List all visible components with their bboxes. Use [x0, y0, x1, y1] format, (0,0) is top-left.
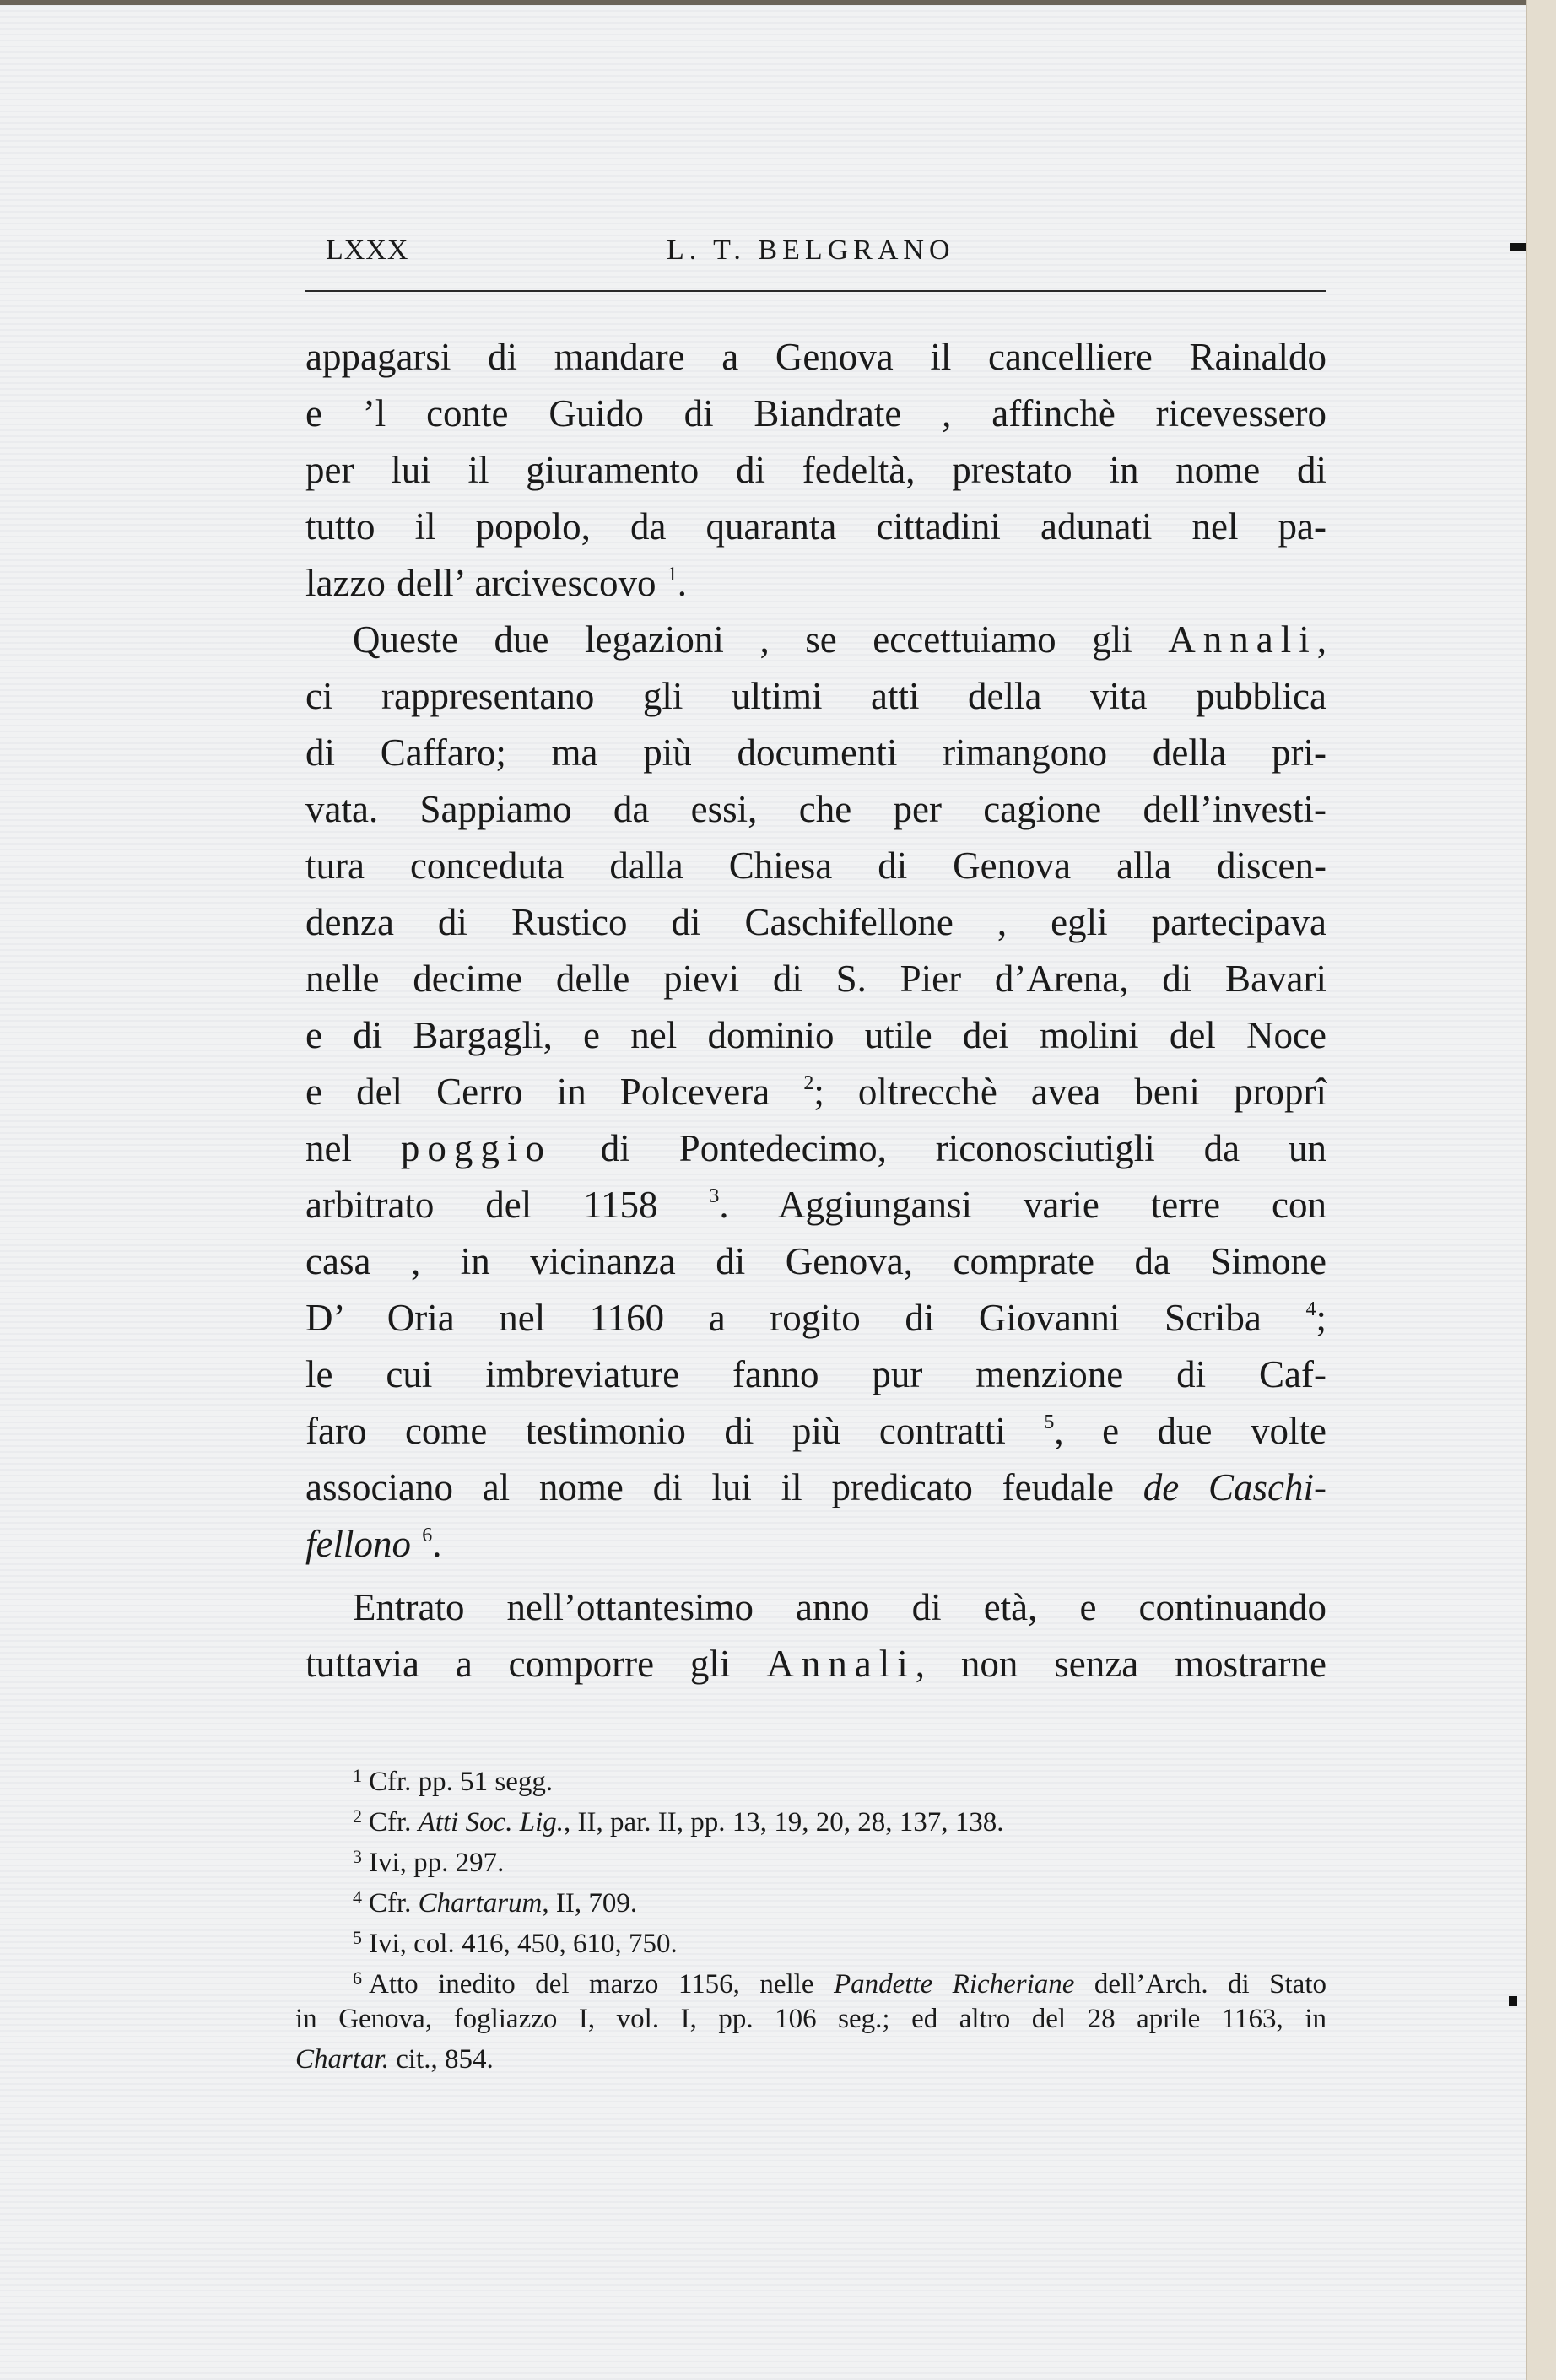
text-run: vata. Sappiamo da essi, che per cagione dell’investi- [305, 788, 1326, 830]
footnote-number: 4 [353, 1886, 362, 1908]
spaced-title: Annali [766, 1643, 916, 1685]
text-run: , II, 709. [542, 1888, 638, 1919]
text-line [305, 1007, 1326, 1064]
text-run: casa , in vicinanza di Genova, comprate da Simone [305, 1240, 1326, 1282]
text-line [305, 1290, 1326, 1347]
text-run: denza di Rustico di Caschifellone , egli partecipava [305, 901, 1326, 943]
text-run: faro come testimonio di più contratti [305, 1410, 1045, 1452]
text-run: in Genova, fogliazzo I, vol. I, pp. 106 seg.; ed altro del 28 aprile 1163, in [295, 2004, 1326, 2034]
footnote-number: 6 [353, 1967, 362, 1989]
text-run: Cfr. [369, 1807, 419, 1838]
page-header [326, 235, 1326, 277]
text-line [305, 951, 1326, 1007]
footnote-ref: 3 [709, 1185, 720, 1207]
text-line [305, 329, 1326, 386]
text-run: D’ Oria nel 1160 a rogito di Giovanni Scriba [305, 1297, 1306, 1339]
footnote [295, 1918, 1326, 1958]
text-run: ci rappresentano gli ultimi atti della vita pubblica [305, 675, 1326, 717]
text-line [305, 894, 1326, 951]
text-run: di Pontedecimo, riconosciutigli da un [551, 1127, 1326, 1169]
spaced-title: Annali [1168, 618, 1317, 661]
text-run: cit., 854. [388, 2044, 494, 2075]
text-run: di Caffaro; ma più documenti rimangono della pri- [305, 731, 1326, 774]
text-line [305, 1120, 1326, 1177]
text-line [305, 612, 1326, 668]
book-page [0, 5, 1526, 2380]
text-run: . Aggiungansi varie terre con [719, 1184, 1326, 1226]
text-run: , non senza mostrarne [915, 1643, 1326, 1685]
text-run: Ivi, col. 416, 450, 610, 750. [369, 1929, 678, 1959]
text-line [305, 1460, 1326, 1516]
italic-text: Pandette Richeriane [833, 1969, 1075, 2000]
margin-mark [1510, 243, 1526, 251]
text-line [305, 1064, 1326, 1120]
text-run: nel [305, 1127, 401, 1169]
paragraph-gap [305, 1573, 1326, 1579]
text-run: dell’Arch. di Stato [1074, 1969, 1326, 2000]
italic-text: Chartar. [295, 2044, 389, 2075]
text-line [305, 1579, 1326, 1636]
text-run: Queste due legazioni , se eccettuiamo gli [353, 618, 1169, 661]
text-run: e del Cerro in Polcevera [305, 1071, 804, 1113]
text-run: arbitrato del 1158 [305, 1184, 710, 1226]
text-run: per lui il giuramento di fedeltà, prestato in nome di [305, 449, 1326, 491]
footnote [295, 1877, 1326, 1918]
footnote-ref: 2 [803, 1072, 814, 1094]
text-line [305, 1347, 1326, 1403]
text-line [305, 1516, 1326, 1573]
text-run: . [677, 562, 687, 604]
footnote-number: 5 [353, 1927, 362, 1948]
page-number: LXXX [326, 235, 409, 266]
text-run [411, 1523, 422, 1565]
text-line [305, 781, 1326, 838]
italic-text: de Caschi- [1143, 1466, 1326, 1508]
text-line [305, 442, 1326, 499]
text-line [305, 1636, 1326, 1692]
text-line [305, 555, 1326, 612]
text-run: associano al nome di lui il predicato feudale [305, 1466, 1143, 1508]
text-run: tura conceduta dalla Chiesa di Genova alla discen- [305, 845, 1326, 887]
italic-text: Chartarum [418, 1888, 543, 1919]
header-rule [305, 290, 1326, 292]
text-run: tutto il popolo, da quaranta cittadini adunati nel pa- [305, 505, 1326, 548]
text-run: , e due volte [1054, 1410, 1326, 1452]
text-line [305, 838, 1326, 894]
text-line [305, 386, 1326, 442]
text-run: , [1316, 618, 1326, 661]
footnote-number: 1 [353, 1765, 362, 1786]
text-run: tuttavia a comporre gli [305, 1643, 767, 1685]
footnote-ref: 4 [1305, 1298, 1316, 1320]
spaced-title: poggio [400, 1127, 552, 1169]
text-run: Ivi, pp. 297. [369, 1848, 505, 1878]
italic-text: fellono [305, 1523, 411, 1565]
footnote [295, 1796, 1326, 1837]
next-page-edge [1526, 0, 1556, 2380]
text-line [305, 1403, 1326, 1460]
text-run: ; [1316, 1297, 1326, 1339]
text-run: e ’l conte Guido di Biandrate , affinchè ricevessero [305, 392, 1326, 434]
text-run: Cfr. pp. 51 segg. [369, 1767, 554, 1797]
footnote-ref: 1 [667, 564, 678, 586]
italic-text: Atti Soc. Lig. [418, 1807, 565, 1838]
footnote-number: 3 [353, 1846, 362, 1867]
text-line [305, 1177, 1326, 1233]
text-line [305, 499, 1326, 555]
text-run: nelle decime delle pievi di S. Pier d’Arena, di Bavari [305, 958, 1326, 1000]
footnote-continuation [295, 1999, 1326, 2039]
footnote-ref: 6 [422, 1525, 433, 1546]
text-run: lazzo dell’ arcivescovo [305, 562, 667, 604]
text-run: ; oltrecchè avea beni proprî [813, 1071, 1326, 1113]
text-run: Cfr. [369, 1888, 419, 1919]
text-run: e di Bargagli, e nel dominio utile dei molini del Noce [305, 1014, 1326, 1056]
text-run: appagarsi di mandare a Genova il cancelliere Rainaldo [305, 336, 1326, 378]
footnote-number: 2 [353, 1805, 362, 1827]
footnote [295, 1837, 1326, 1877]
footnote [295, 1958, 1326, 1999]
footnote-ref: 5 [1044, 1411, 1055, 1433]
text-run: le cui imbreviature fanno pur menzione di Caf- [305, 1353, 1326, 1395]
footnotes [295, 1756, 1326, 2080]
margin-mark [1509, 1996, 1517, 2006]
footnote-continuation [295, 2039, 1326, 2080]
text-line [305, 668, 1326, 725]
text-run: , II, par. II, pp. 13, 19, 20, 28, 137, 138. [564, 1807, 1004, 1838]
text-run: Atto inedito del marzo 1156, nelle [369, 1969, 834, 2000]
running-title: L. T. BELGRANO [667, 235, 955, 266]
text-line [305, 725, 1326, 781]
body-text [305, 329, 1326, 1692]
text-run: . [432, 1523, 442, 1565]
text-line [305, 1233, 1326, 1290]
footnote [295, 1756, 1326, 1796]
text-run: Entrato nell’ottantesimo anno di età, e continuando [353, 1586, 1326, 1628]
